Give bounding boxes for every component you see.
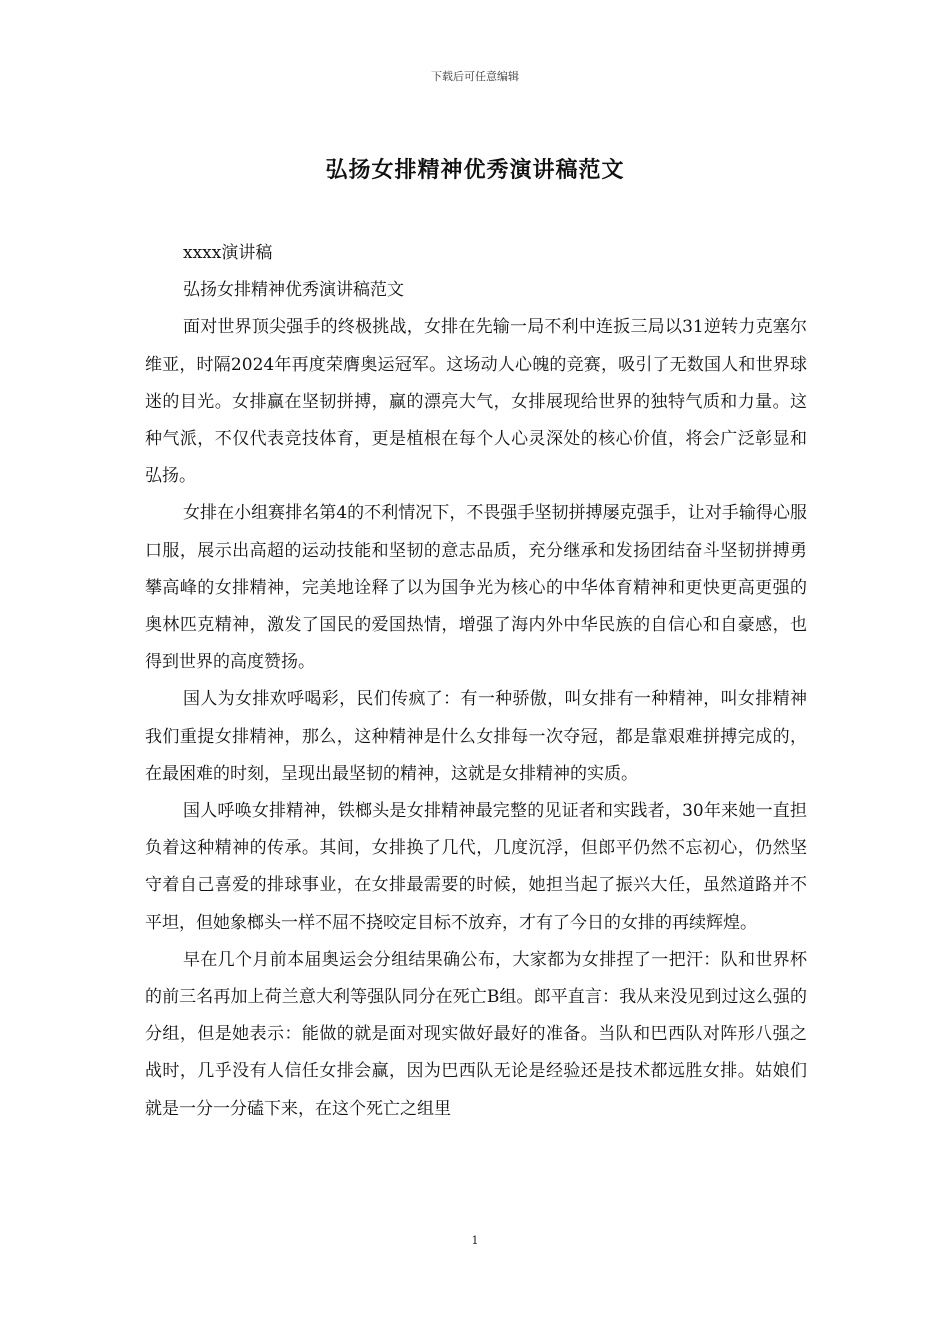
document-body — [145, 235, 807, 1128]
paragraph-3: 国人为女排欢呼喝彩，民们传疯了：有一种骄傲，叫女排有一种精神，叫女排精神我们重提女排精神，那么，这种精神是什么女排每一次夺冠，都是靠艰难拼搏完成的，在最困难的时刻，呈现出最坚韧的精神，这就是女排精神的实质。 — [145, 689, 807, 784]
page-number: 1 — [471, 1234, 479, 1247]
paragraph-subtitle: 弘扬女排精神优秀演讲稿范文 — [183, 280, 404, 301]
paragraph-1: 面对世界顶尖强手的终极挑战，女排在先输一局不利中连扳三局以31逆转力克塞尔维亚，时隔2024年再度荣膺奥运冠军。这场动人心魄的竞赛，吸引了无数国人和世界球迷的目光。女排赢在坚韧拼搏，赢的漂亮大气，女排展现给世界的独特气质和力量。这种气派，不仅代表竞技体育，更是植根在每个人心灵深处的核心价值，将会广泛彰显和弘扬。 — [145, 317, 807, 487]
paragraph-4: 国人呼唤女排精神，铁榔头是女排精神最完整的见证者和实践者，30年来她一直担负着这种精神的传承。其间，女排换了几代，几度沉浮，但郎平仍然不忘初心，仍然坚守着自己喜爱的排球事业，在女排最需要的时候，她担当起了振兴大任，虽然道路并不平坦，但她象榔头一样不屈不挠咬定目标不放弃，才有了今日的女排的再续辉煌。 — [145, 801, 807, 933]
paragraph-5: 早在几个月前本届奥运会分组结果确公布，大家都为女排捏了一把汗：队和世界杯的前三名再加上荷兰意大利等强队同分在死亡B组。郎平直言：我从来没见到过这么强的分组，但是她表示：能做的就是面对现实做好最好的准备。当队和巴西队对阵形八强之战时，几乎没有人信任女排会赢，因为巴西队无论是经验还是技术都远胜女排。姑娘们就是一分一分磕下来，在这个死亡之组里 — [145, 949, 807, 1119]
paragraph-subtitle-label: xxxx演讲稿 — [183, 243, 273, 263]
document-title: 弘扬女排精神优秀演讲稿范文 — [325, 157, 625, 183]
header-note: 下载后可任意编辑 — [431, 70, 519, 83]
paragraph-2: 女排在小组赛排名第4的不利情况下，不畏强手坚韧拼搏屡克强手，让对手输得心服口服，展示出高超的运动技能和坚韧的意志品质，充分继承和发扬团结奋斗坚韧拼搏勇攀高峰的女排精神，完美地诠释了以为国争光为核心的中华体育精神和更快更高更强的奥林匹克精神，激发了国民的爱国热情，增强了海内外中华民族的自信心和自豪感，也得到世界的高度赞扬。 — [145, 503, 807, 673]
